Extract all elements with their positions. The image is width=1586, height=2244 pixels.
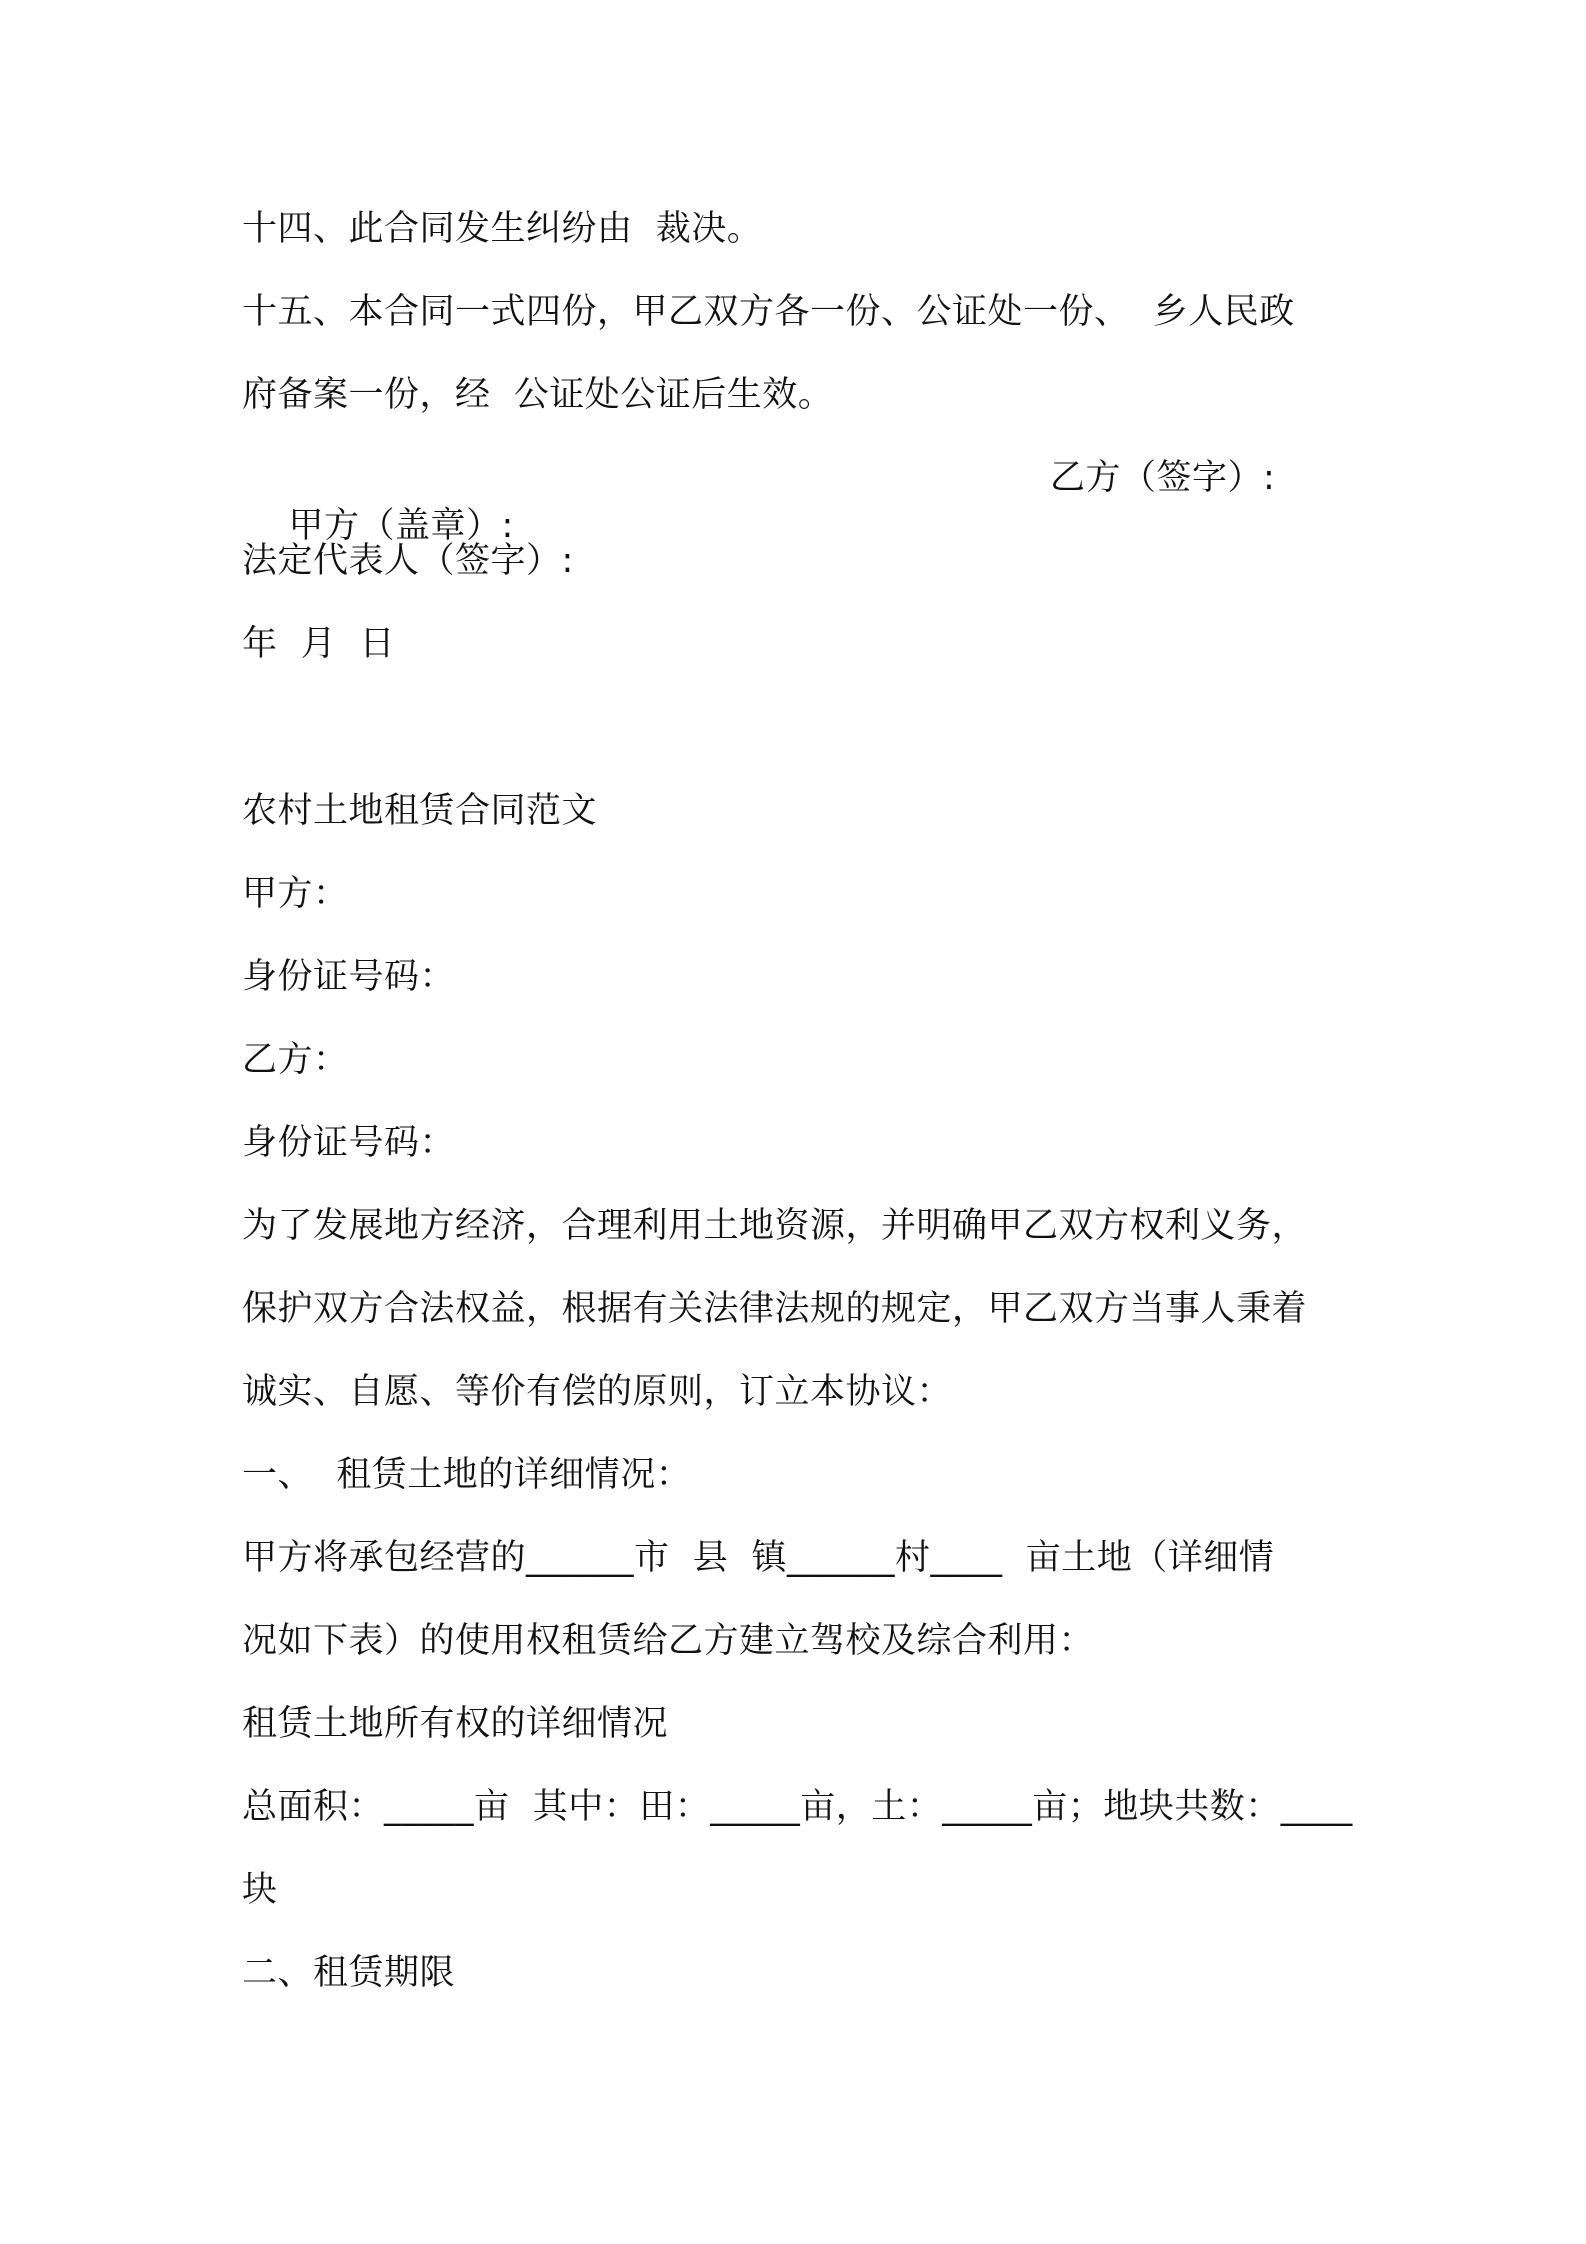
section-1-line-3: 租赁土地所有权的详细情况 <box>242 1704 669 1744</box>
section-1-heading: 一、 租赁土地的详细情况： <box>242 1455 692 1495</box>
party-b-sign-label: 乙方（签字）: <box>1050 458 1276 498</box>
section-1-line-5: 块 <box>242 1870 278 1910</box>
clause-14: 十四、此合同发生纠纷由 裁决。 <box>242 209 763 249</box>
party-b-id-label: 身份证号码： <box>242 1123 456 1163</box>
legal-representative-label: 法定代表人（签字）: <box>242 541 574 581</box>
contract-title: 农村土地租赁合同范文 <box>242 791 598 831</box>
date-line: 年 月 日 <box>242 624 396 664</box>
section-1-line-4: 总面积：_____亩 其中：田：_____亩，土：_____亩；地块共数：____ <box>242 1787 1353 1827</box>
party-a-seal-label: 甲方（盖章）: <box>288 506 514 546</box>
clause-15-line-2: 府备案一份，经 公证处公证后生效。 <box>242 375 834 415</box>
clause-15-line-1: 十五、本合同一式四份，甲乙双方各一份、公证处一份、 乡人民政 <box>242 292 1295 332</box>
section-1-line-1: 甲方将承包经营的______市 县 镇______村____ 亩土地（详细情 <box>242 1538 1275 1578</box>
section-2-heading: 二、租赁期限 <box>242 1953 456 1993</box>
preamble-line-3: 诚实、自愿、等价有偿的原则，订立本协议： <box>242 1372 953 1412</box>
preamble-line-2: 保护双方合法权益，根据有关法律法规的规定，甲乙双方当事人秉着 <box>242 1289 1308 1329</box>
section-1-line-2: 况如下表）的使用权租赁给乙方建立驾校及综合利用： <box>242 1621 1095 1661</box>
preamble-line-1: 为了发展地方经济，合理利用土地资源，并明确甲乙双方权利义务， <box>242 1206 1308 1246</box>
party-a-label: 甲方： <box>242 874 349 914</box>
party-a-id-label: 身份证号码： <box>242 957 456 997</box>
party-b-label: 乙方： <box>242 1040 349 1080</box>
